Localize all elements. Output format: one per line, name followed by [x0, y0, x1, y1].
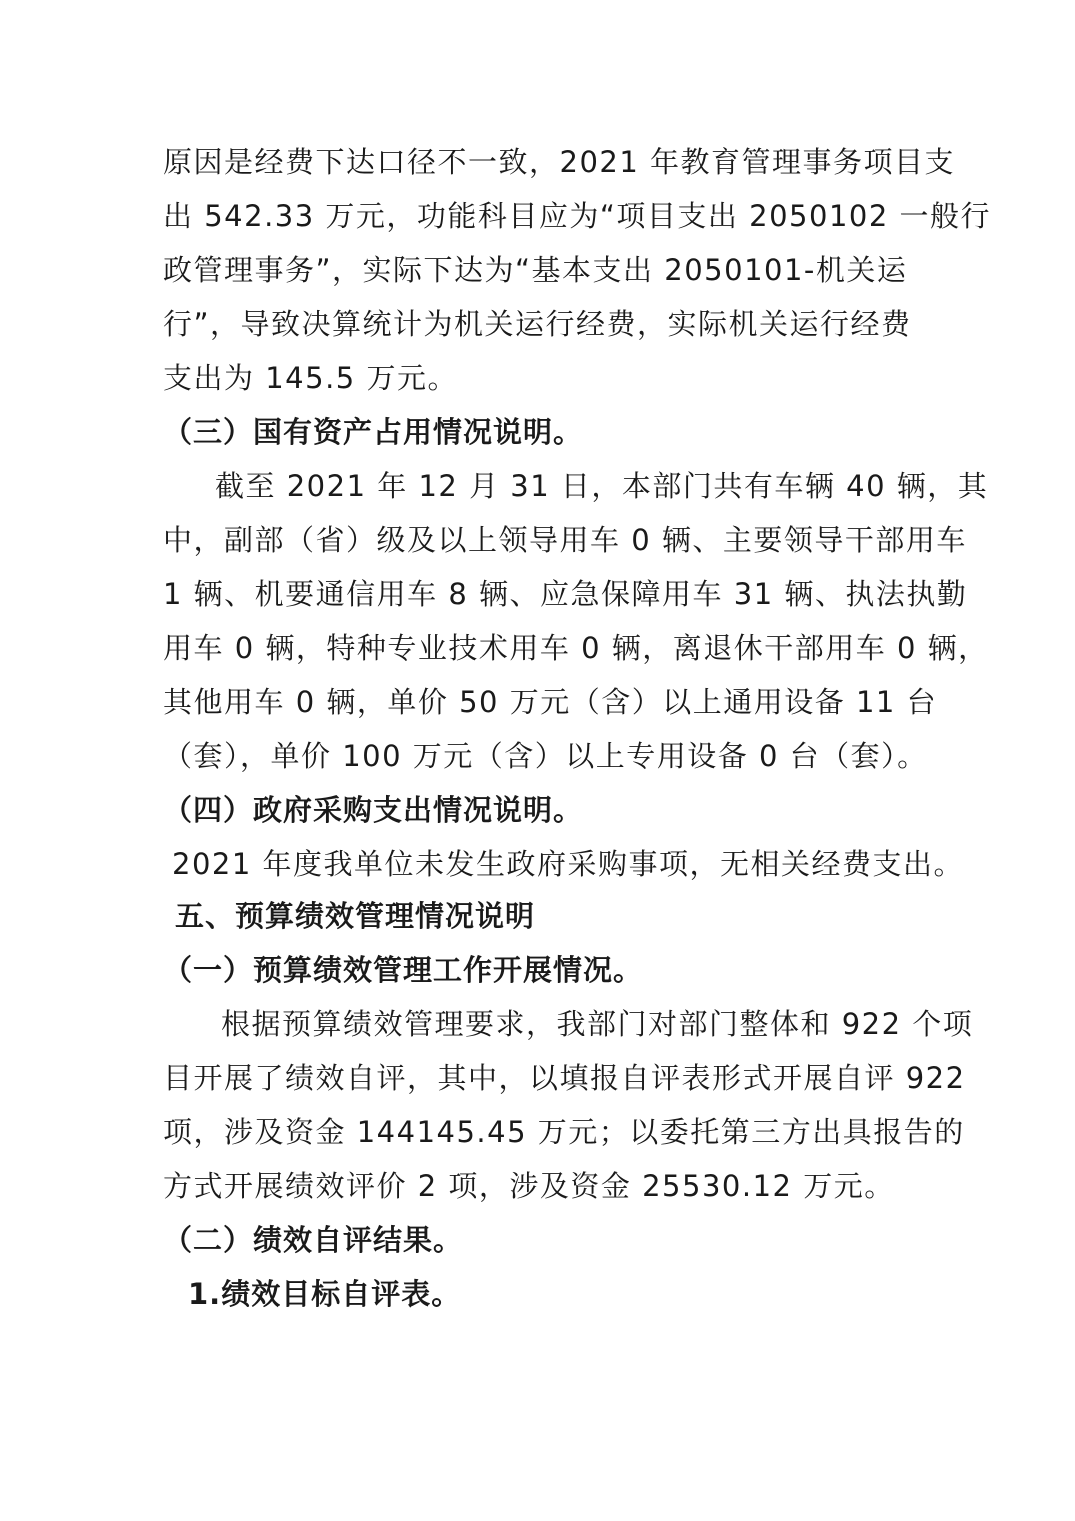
paragraph-line: 目开展了绩效自评，其中，以填报自评表形式开展自评 922 — [163, 1061, 966, 1095]
paragraph-line: 项，涉及资金 144145.45 万元；以委托第三方出具报告的 — [163, 1115, 965, 1149]
paragraph-line: 根据预算绩效管理要求，我部门对部门整体和 922 个项 — [221, 1007, 974, 1041]
paragraph-line: 出 542.33 万元，功能科目应为“项目支出 2050102 一般行 — [163, 199, 992, 233]
item-heading-self-evaluation-table: 1.绩效目标自评表。 — [188, 1277, 462, 1311]
paragraph-line: 2021 年度我单位未发生政府采购事项，无相关经费支出。 — [172, 847, 965, 881]
section-heading-procurement: （四）政府采购支出情况说明。 — [163, 793, 584, 827]
paragraph-line: 其他用车 0 辆，单价 50 万元（含）以上通用设备 11 台 — [163, 685, 938, 719]
paragraph-line: 截至 2021 年 12 月 31 日，本部门共有车辆 40 辆，其 — [215, 469, 989, 503]
paragraph-line: 行”，导致决算统计为机关运行经费，实际机关运行经费 — [163, 307, 912, 341]
paragraph-line: 1 辆、机要通信用车 8 辆、应急保障用车 31 辆、执法执勤 — [163, 577, 968, 611]
paragraph-line: 政管理事务”，实际下达为“基本支出 2050101-机关运 — [163, 253, 908, 287]
paragraph-line: 用车 0 辆，特种专业技术用车 0 辆，离退休干部用车 0 辆， — [163, 631, 989, 665]
paragraph-line: （套），单价 100 万元（含）以上专用设备 0 台（套）。 — [163, 739, 928, 773]
paragraph-line: 方式开展绩效评价 2 项，涉及资金 25530.12 万元。 — [163, 1169, 895, 1203]
section-heading-budget-performance: 五、预算绩效管理情况说明 — [175, 899, 536, 933]
section-heading-assets: （三）国有资产占用情况说明。 — [163, 415, 584, 449]
paragraph-line: 支出为 145.5 万元。 — [163, 361, 458, 395]
paragraph-line: 中，副部（省）级及以上领导用车 0 辆、主要领导干部用车 — [163, 523, 967, 557]
paragraph-line: 原因是经费下达口径不一致，2021 年教育管理事务项目支 — [163, 145, 956, 179]
subsection-heading-performance-results: （二）绩效自评结果。 — [163, 1223, 464, 1257]
subsection-heading-performance-work: （一）预算绩效管理工作开展情况。 — [163, 953, 644, 987]
